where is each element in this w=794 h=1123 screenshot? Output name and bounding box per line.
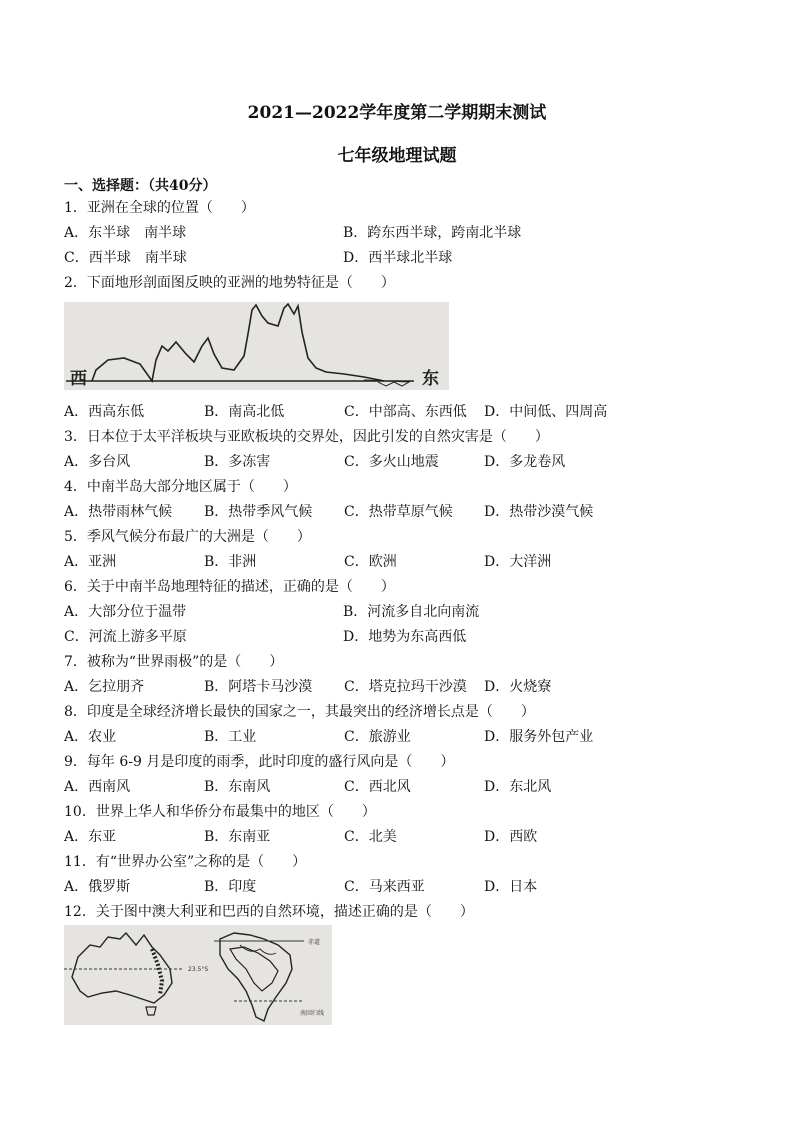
question-8-option-B[interactable]: B．工业 xyxy=(204,729,257,745)
question-3-option-B[interactable]: B．多冻害 xyxy=(204,454,271,470)
question-4-option-B[interactable]: B．热带季风气候 xyxy=(204,504,313,520)
question-7-option-B[interactable]: B．阿塔卡马沙漠 xyxy=(204,679,313,695)
question-7-option-D[interactable]: D．火烧寮 xyxy=(484,679,552,695)
question-1-stem: 1．亚洲在全球的位置（ ） xyxy=(64,200,255,216)
question-10-option-D[interactable]: D．西欧 xyxy=(484,829,538,845)
question-10-option-C[interactable]: C．北美 xyxy=(344,829,397,845)
question-5-option-C[interactable]: C．欧洲 xyxy=(344,554,397,570)
question-8-option-D[interactable]: D．服务外包产业 xyxy=(484,729,594,745)
australia-brazil-map-figure xyxy=(64,925,332,1025)
question-2-option-A[interactable]: A．西高东低 xyxy=(64,404,145,420)
question-2-option-B[interactable]: B．南高北低 xyxy=(204,404,285,420)
exam-title: 2021—2022学年度第二学期期末测试 xyxy=(247,103,547,123)
terrain-profile-figure xyxy=(64,302,449,390)
question-5-option-D[interactable]: D．大洋洲 xyxy=(484,554,552,570)
question-4-option-D[interactable]: D．热带沙漠气候 xyxy=(484,504,594,520)
question-3-option-D[interactable]: D．多龙卷风 xyxy=(484,454,566,470)
question-11-stem: 11．有“世界办公室”之称的是（ ） xyxy=(64,854,307,870)
question-6-option-B[interactable]: B．河流多自北向南流 xyxy=(343,604,480,620)
question-1-option-D[interactable]: D．西半球北半球 xyxy=(343,250,453,266)
question-9-option-C[interactable]: C．西北风 xyxy=(344,779,411,795)
question-1-option-C[interactable]: C．西半球 南半球 xyxy=(64,250,187,266)
question-6-option-C[interactable]: C．河流上游多平原 xyxy=(64,629,187,645)
question-4-stem: 4．中南半岛大部分地区属于（ ） xyxy=(64,479,297,495)
question-2-stem: 2．下面地形剖面图反映的亚洲的地势特征是（ ） xyxy=(64,275,395,291)
west-label: 西 xyxy=(70,369,87,389)
question-3-option-C[interactable]: C．多火山地震 xyxy=(344,454,439,470)
question-11-option-D[interactable]: D．日本 xyxy=(484,879,538,895)
question-3-option-A[interactable]: A．多台风 xyxy=(64,454,131,470)
question-6-stem: 6．关于中南半岛地理特征的描述，正确的是（ ） xyxy=(64,579,395,595)
question-9-option-B[interactable]: B．东南风 xyxy=(204,779,271,795)
exam-subtitle: 七年级地理试题 xyxy=(337,146,457,166)
question-4-option-C[interactable]: C．热带草原气候 xyxy=(344,504,453,520)
question-7-stem: 7．被称为“世界雨极”的是（ ） xyxy=(64,654,284,670)
question-11-option-B[interactable]: B．印度 xyxy=(204,879,257,895)
question-5-option-A[interactable]: A．亚洲 xyxy=(64,554,117,570)
question-7-option-C[interactable]: C．塔克拉玛干沙漠 xyxy=(344,679,467,695)
question-2-option-C[interactable]: C．中部高、东西低 xyxy=(344,404,467,420)
question-12-stem: 12．关于图中澳大利亚和巴西的自然环境，描述正确的是（ ） xyxy=(64,904,474,920)
question-9-option-A[interactable]: A．西南风 xyxy=(64,779,131,795)
question-5-option-B[interactable]: B．非洲 xyxy=(204,554,257,570)
question-5-stem: 5．季风气候分布最广的大洲是（ ） xyxy=(64,529,311,545)
brazil-map xyxy=(220,933,292,1021)
question-3-stem: 3．日本位于太平洋板块与亚欧板块的交界处，因此引发的自然灾害是（ ） xyxy=(64,429,549,445)
question-6-option-A[interactable]: A．大部分位于温带 xyxy=(64,604,187,620)
question-11-option-C[interactable]: C．马来西亚 xyxy=(344,879,425,895)
question-11-option-A[interactable]: A．俄罗斯 xyxy=(64,879,131,895)
question-7-option-A[interactable]: A．乞拉朋齐 xyxy=(64,679,145,695)
question-9-stem: 9．每年 6-9 月是印度的雨季，此时印度的盛行风向是（ ） xyxy=(64,754,455,770)
question-10-stem: 10．世界上华人和华侨分布最集中的地区（ ） xyxy=(64,804,376,820)
question-10-option-B[interactable]: B．东南亚 xyxy=(204,829,271,845)
question-1-option-A[interactable]: A．东半球 南半球 xyxy=(64,225,187,241)
question-9-option-D[interactable]: D．东北风 xyxy=(484,779,552,795)
question-8-stem: 8．印度是全球经济增长最快的国家之一，其最突出的经济增长点是（ ） xyxy=(64,704,535,720)
question-2-option-D[interactable]: D．中间低、四周高 xyxy=(484,404,608,420)
australia-map xyxy=(72,933,172,1003)
question-6-option-D[interactable]: D．地势为东高西低 xyxy=(343,629,467,645)
question-10-option-A[interactable]: A．东亚 xyxy=(64,829,117,845)
question-8-option-A[interactable]: A．农业 xyxy=(64,729,117,745)
section-heading: 一、选择题：（共40分） xyxy=(64,178,217,194)
tropic-label-brazil: 南回归线 xyxy=(300,1010,325,1017)
question-4-option-A[interactable]: A．热带雨林气候 xyxy=(64,504,173,520)
tropic-label-australia: 23.5°S xyxy=(188,966,209,973)
question-1-option-B[interactable]: B．跨东西半球，跨南北半球 xyxy=(343,225,522,241)
east-label: 东 xyxy=(422,369,439,389)
equator-label: 赤道 xyxy=(308,939,321,946)
question-8-option-C[interactable]: C．旅游业 xyxy=(344,729,411,745)
